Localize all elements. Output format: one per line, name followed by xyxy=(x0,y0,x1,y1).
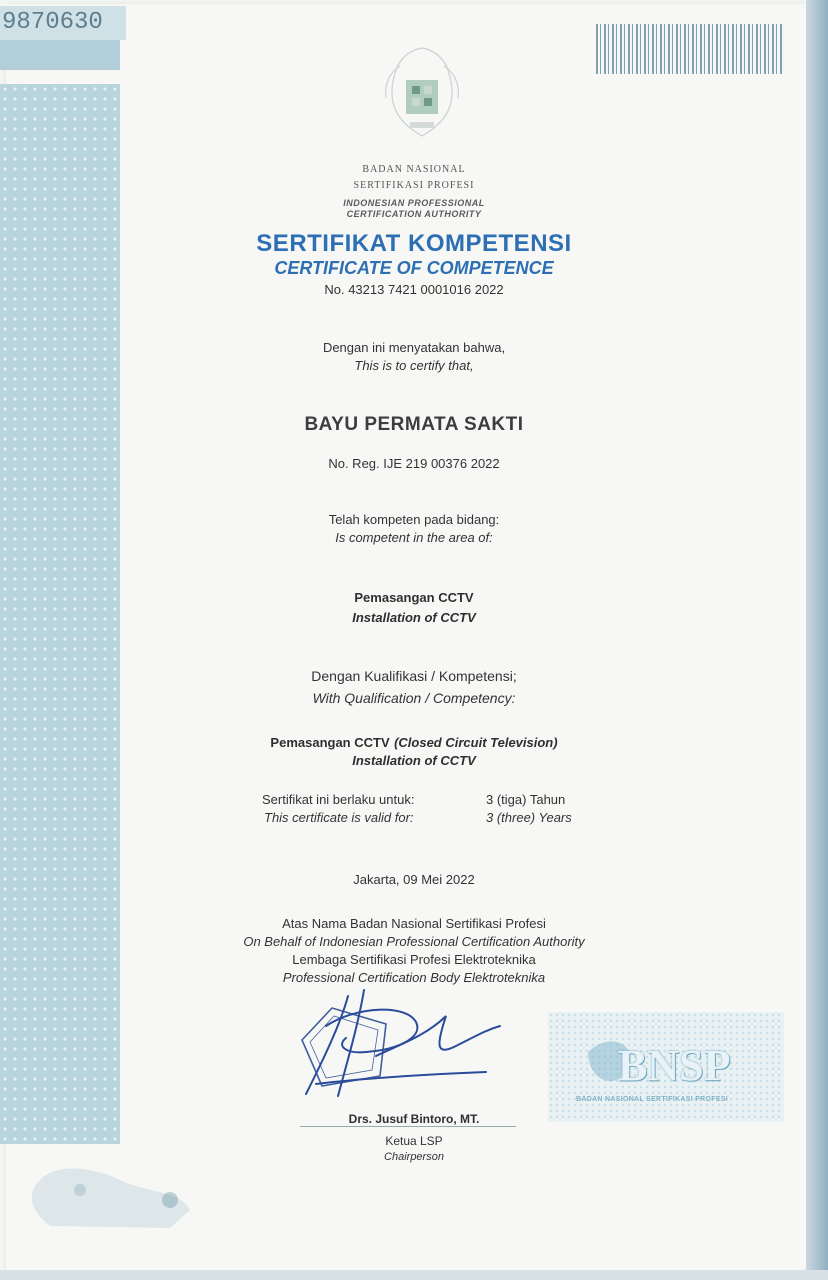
validity-value-id: 3 (tiga) Tahun xyxy=(486,792,566,807)
signatory-name: Drs. Jusuf Bintoro, MT. xyxy=(348,1112,480,1126)
area-value-id: Pemasangan CCTV xyxy=(354,590,474,605)
area-intro-id: Telah kompeten pada bidang: xyxy=(328,512,500,527)
statement-en: This is to certify that, xyxy=(354,358,474,373)
qualification-value-en: Installation of CCTV xyxy=(352,753,476,768)
bnsp-caption: BADAN NASIONAL SERTIFIKASI PROFESI xyxy=(576,1096,729,1103)
signatory-title-en: Chairperson xyxy=(384,1151,444,1163)
serial-number: 9870630 xyxy=(0,6,126,40)
authority-name-id-2: SERTIFIKASI PROFESI xyxy=(353,180,475,191)
lsp-name-en: Professional Certification Body Elektroteknika xyxy=(282,970,546,985)
authority-name-en-2: CERTIFICATION AUTHORITY xyxy=(346,209,482,219)
certificate-title-en: CERTIFICATE OF COMPETENCE xyxy=(274,258,554,278)
paper-bottom-edge xyxy=(0,1270,828,1280)
on-behalf-id: Atas Nama Badan Nasional Sertifikasi Profesi xyxy=(282,916,546,931)
qualification-intro-id: Dengan Kualifikasi / Kompetensi; xyxy=(311,668,517,684)
authority-name-id-1: BADAN NASIONAL xyxy=(362,164,466,175)
signature-line xyxy=(300,1126,516,1127)
area-intro-en: Is competent in the area of: xyxy=(335,530,493,545)
statement-id: Dengan ini menyatakan bahwa, xyxy=(322,340,506,355)
validity-value-en: 3 (three) Years xyxy=(486,810,572,825)
paper-stain xyxy=(20,1150,200,1230)
holder-name: BAYU PERMATA SAKTI xyxy=(304,414,524,435)
qualification-value-id-italic: (Closed Circuit Television) xyxy=(394,735,558,750)
barcode xyxy=(596,24,782,74)
certificate-number: No. 43213 7421 0001016 2022 xyxy=(324,282,504,297)
place-date: Jakarta, 09 Mei 2022 xyxy=(353,872,475,887)
qualification-value-id-bold: Pemasangan CCTV xyxy=(270,735,390,750)
on-behalf-en: On Behalf of Indonesian Professional Certification Authority xyxy=(243,934,585,949)
qualification-value-id xyxy=(0,734,828,752)
signatory-title-id: Ketua LSP xyxy=(385,1134,443,1148)
qualification-intro-en: With Qualification / Competency: xyxy=(312,690,516,706)
security-strip-header xyxy=(0,40,120,70)
certificate-title-id: SERTIFIKAT KOMPETENSI xyxy=(256,230,572,257)
garuda-emblem-icon xyxy=(370,36,474,152)
authority-name-en-1: INDONESIAN PROFESSIONAL xyxy=(343,198,485,208)
holder-reg-no: No. Reg. IJE 219 00376 2022 xyxy=(328,456,500,471)
area-value-en: Installation of CCTV xyxy=(352,610,476,625)
paper-edge xyxy=(806,0,828,1280)
validity-label-id: Sertifikat ini berlaku untuk: xyxy=(262,792,415,807)
bnsp-logo-text: BNSP xyxy=(618,1041,731,1090)
bnsp-watermark xyxy=(548,1012,784,1122)
lsp-name-id: Lembaga Sertifikasi Profesi Elektroteknika xyxy=(292,952,536,967)
validity-label-en: This certificate is valid for: xyxy=(264,810,414,825)
signature-icon xyxy=(286,986,516,1106)
